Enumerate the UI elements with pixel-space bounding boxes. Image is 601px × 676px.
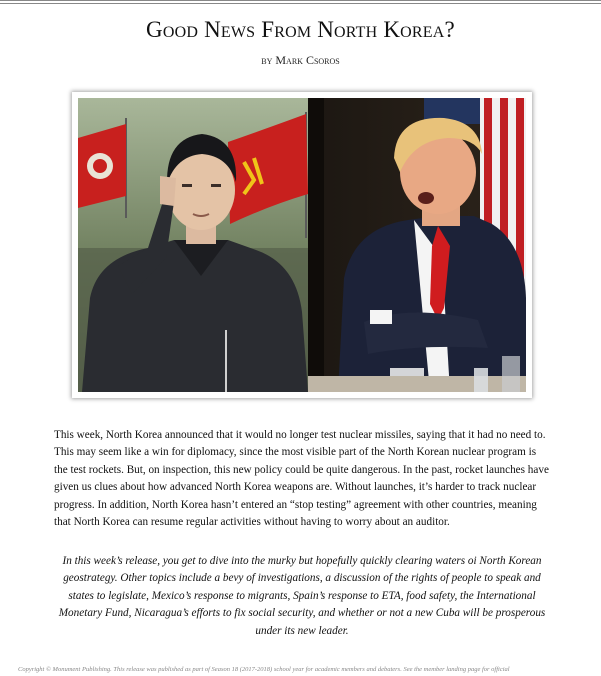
left-photo-panel [78, 98, 308, 392]
top-rule [0, 0, 601, 4]
release-summary: In this week’s release, you get to dive into the murky but hopefully quickly clearing waters oi North Korean geostrategy. Other topics include a bevy of investigations, a discussion of the rights of people to speak and states to legislate, Mexico’s response to migrants, Spain’s response to ETA, food safety, the International Monetary Fund, Nicaragua’s efforts to fix social security, and whether or not a new Cuba will be prosperous under its new leader. [58, 555, 546, 637]
article-body: This week, North Korea announced that it would no longer test nuclear missiles, saying that it had no need to. This may seem like a win for diplomacy, since the most visible part of the North Korean nuclear program is the test rockets. But, on inspection, this new policy could be quite dangerous. In the past, rocket launches have given us clues about how advanced North Korea weapons are. Without launches, it’s harder to track nuclear progress. In addition, North Korea hasn’t entered an “stop testing” agreement with other countries, meaning that North Korea can resume regular activities without having to worry about an auditor. [54, 429, 549, 529]
article-title: Good News From North Korea? [146, 17, 455, 42]
article-photo [72, 92, 532, 398]
copyright-footer: Copyright © Monument Publishing. This release was published as part of Season 18 (2017-2018) school year for academic members and debaters. See the member landing page for official [18, 666, 510, 673]
right-photo-panel [308, 98, 526, 392]
byline: by Mark Csoros [261, 53, 340, 67]
photo-collage [78, 98, 526, 392]
